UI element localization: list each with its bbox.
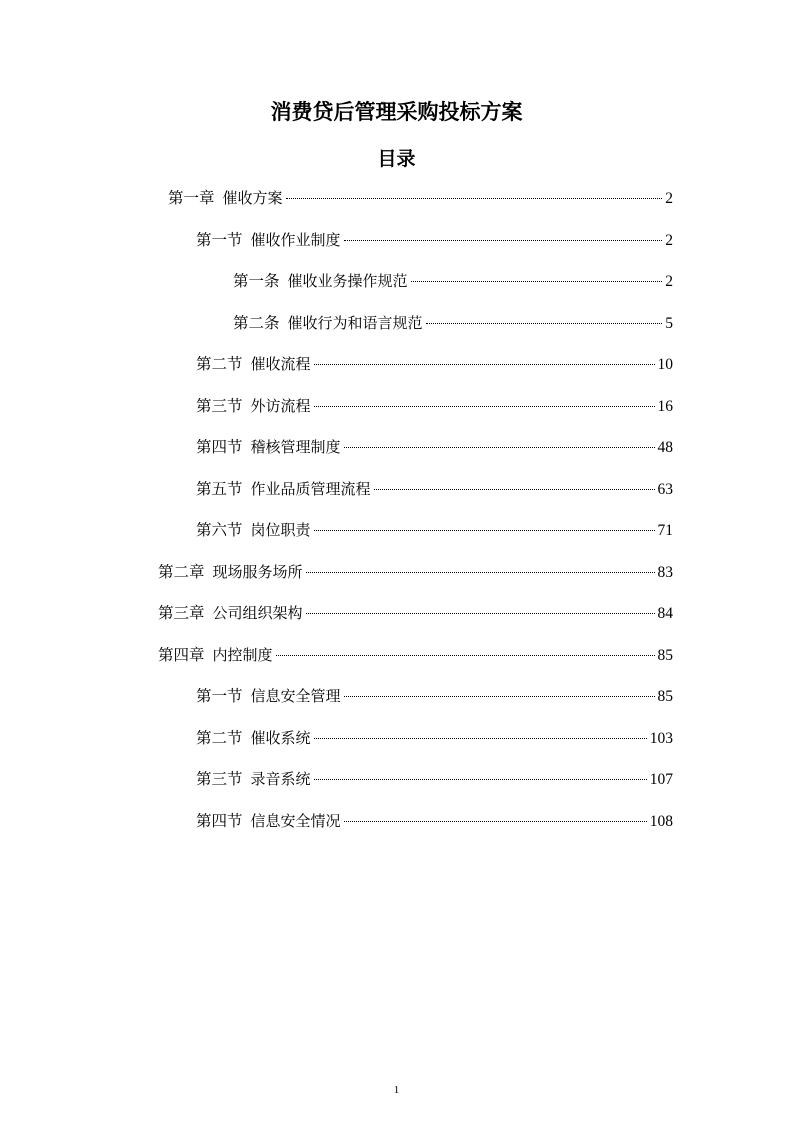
- toc-entry-label: 第六节: [196, 521, 243, 539]
- toc-entry-label: 第二章: [158, 563, 205, 581]
- toc-dot-leader: [374, 489, 655, 490]
- page-number: 1: [393, 1084, 400, 1096]
- toc-entry-label: 第二条: [233, 314, 280, 332]
- toc-entry-title: 公司组织架构: [212, 604, 303, 622]
- toc-entry-page: 83: [657, 564, 673, 581]
- toc-entry[interactable]: [196, 229, 673, 252]
- toc-dot-leader: [314, 364, 655, 365]
- toc-entry-title: 录音系统: [250, 770, 311, 788]
- toc-entry-label: 第一条: [233, 272, 280, 290]
- toc-entry[interactable]: [196, 768, 673, 791]
- toc-entry-title: 催收行为和语言规范: [287, 314, 423, 332]
- toc-entry[interactable]: [158, 644, 673, 667]
- toc-entry-page: 107: [649, 771, 673, 788]
- toc-entry-title: 信息安全情况: [250, 812, 341, 830]
- toc-entry[interactable]: [233, 270, 673, 293]
- toc-entry-page: 2: [665, 190, 673, 207]
- toc-entry-page: 16: [657, 398, 673, 415]
- toc-dot-leader: [314, 779, 647, 780]
- toc-dot-leader: [411, 281, 663, 282]
- toc-heading: 目录: [377, 148, 416, 170]
- toc-entry[interactable]: [196, 810, 673, 833]
- toc-dot-leader: [286, 198, 663, 199]
- toc-dot-leader: [426, 323, 663, 324]
- toc-entry[interactable]: [168, 187, 673, 210]
- toc-entry-title: 作业品质管理流程: [250, 480, 371, 498]
- toc-entry-label: 第二节: [196, 729, 243, 747]
- toc-entry-page: 63: [657, 481, 673, 498]
- toc-entry-label: 第三节: [196, 397, 243, 415]
- toc-entry-label: 第二节: [196, 355, 243, 373]
- toc-entry[interactable]: [196, 395, 673, 418]
- toc-entry-label: 第四节: [196, 438, 243, 456]
- toc-entry[interactable]: [196, 353, 673, 376]
- toc-entry[interactable]: [196, 519, 673, 542]
- toc-entry[interactable]: [196, 685, 673, 708]
- toc-entry-title: 外访流程: [250, 397, 311, 415]
- toc-entry-page: 10: [657, 356, 673, 373]
- toc-entry-label: 第四章: [158, 646, 205, 664]
- toc-entry[interactable]: [196, 436, 673, 459]
- toc-entry-title: 现场服务场所: [212, 563, 303, 581]
- toc-entry-title: 岗位职责: [250, 521, 311, 539]
- toc-entry-page: 71: [657, 522, 673, 539]
- toc-entry-page: 85: [657, 647, 673, 664]
- toc-entry-title: 内控制度: [212, 646, 273, 664]
- toc-entry-label: 第三节: [196, 770, 243, 788]
- toc-entry-label: 第一节: [196, 687, 243, 705]
- toc-entry-label: 第五节: [196, 480, 243, 498]
- toc-entry-title: 催收流程: [250, 355, 311, 373]
- document-title: 消费贷后管理采购投标方案: [270, 100, 523, 124]
- toc-dot-leader: [314, 406, 655, 407]
- toc-dot-leader: [344, 240, 663, 241]
- toc-dot-leader: [344, 696, 655, 697]
- toc-dot-leader: [314, 738, 647, 739]
- toc-dot-leader: [306, 572, 655, 573]
- toc-entry-label: 第四节: [196, 812, 243, 830]
- toc-entry-page: 48: [657, 439, 673, 456]
- toc-dot-leader: [314, 530, 655, 531]
- toc-entry-page: 85: [657, 688, 673, 705]
- toc-entry-title: 催收作业制度: [250, 231, 341, 249]
- toc-entry-title: 催收业务操作规范: [287, 272, 408, 290]
- toc-entry-label: 第一章: [168, 189, 215, 207]
- toc-entry-page: 103: [649, 730, 673, 747]
- toc-entry-title: 稽核管理制度: [250, 438, 341, 456]
- toc-entry-title: 信息安全管理: [250, 687, 341, 705]
- toc-entry-label: 第一节: [196, 231, 243, 249]
- toc-entry-page: 2: [665, 232, 673, 249]
- toc-dot-leader: [276, 655, 655, 656]
- toc-entry-page: 84: [657, 605, 673, 622]
- toc-entry-label: 第三章: [158, 604, 205, 622]
- toc-dot-leader: [344, 447, 655, 448]
- toc-entry-page: 5: [665, 315, 673, 332]
- toc-entry[interactable]: [158, 561, 673, 584]
- toc-entry[interactable]: [196, 478, 673, 501]
- toc-dot-leader: [344, 821, 647, 822]
- toc-entry-title: 催收方案: [222, 189, 283, 207]
- toc-entry-page: 108: [649, 813, 673, 830]
- toc-entry-page: 2: [665, 273, 673, 290]
- toc-entry[interactable]: [158, 602, 673, 625]
- toc-dot-leader: [306, 613, 655, 614]
- toc-entry[interactable]: [233, 312, 673, 335]
- toc-entry-title: 催收系统: [250, 729, 311, 747]
- toc-entry[interactable]: [196, 727, 673, 750]
